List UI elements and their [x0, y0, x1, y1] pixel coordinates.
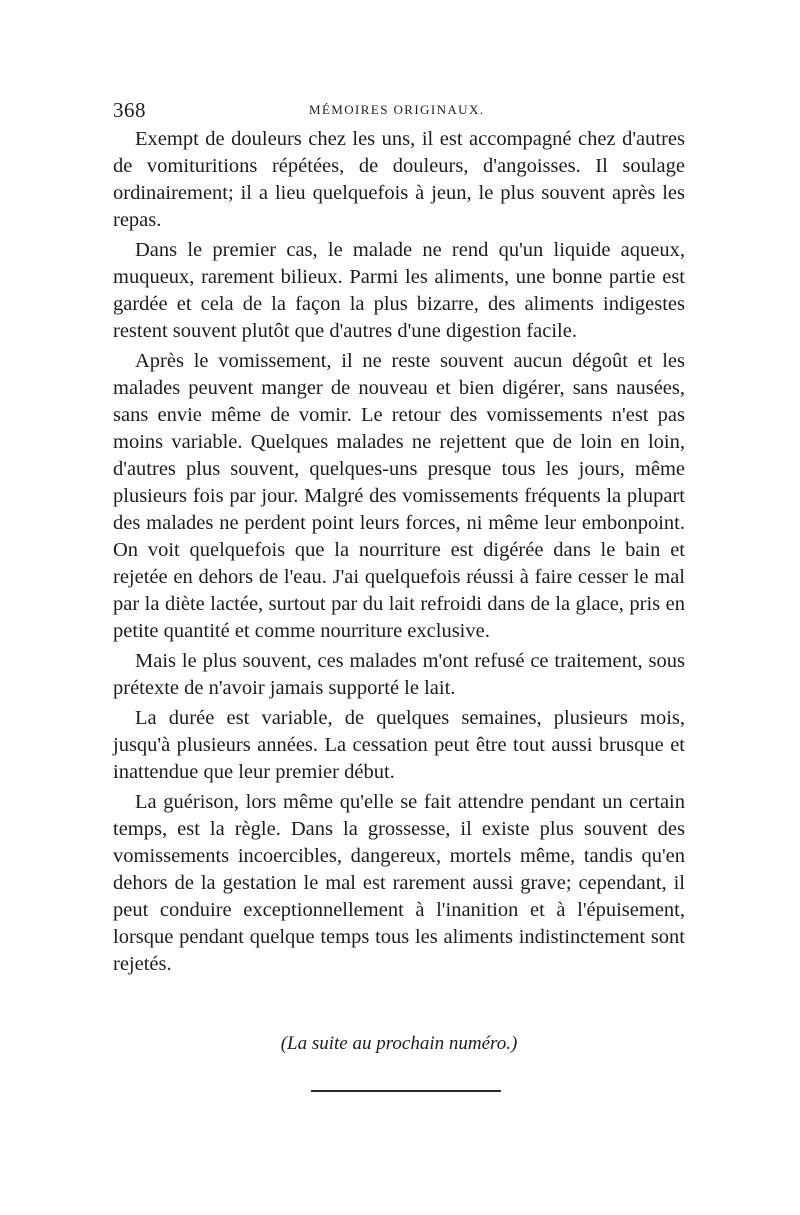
paragraph: Après le vomissement, il ne reste souvent aucun dégoût et les malades peuvent manger de nouveau et bien digérer, sans nausées, sans envie même de vomir. Le retour des vomissements n'est pas moins variable. Quelques malades ne rejettent que de loin en loin, d'autres plus souvent, quelques-uns presque tous les jours, même plusieurs fois par jour. Malgré des vomissements fréquents la plupart des malades ne perdent point leurs forces, ni même leur embonpoint. On voit quelquefois que la nourriture est digérée dans le bain et rejetée en dehors de l'eau. J'ai quelquefois réussi à faire cesser le mal par la diète lactée, surtout par du lait refroidi dans de la glace, pris en petite quantité et comme nourriture exclusive. — [113, 350, 685, 642]
paragraph: La guérison, lors même qu'elle se fait attendre pendant un certain temps, est la règle. Dans la grossesse, il existe plus souvent des vomissements incoercibles, dangereux, mortels même, tandis qu'en dehors de la gestation le mal est rarement aussi grave; cependant, il peut conduire exceptionnellement à l'inanition et à l'épuisement, lorsque pendant quelque temps tous les aliments indistinctement sont rejetés. — [113, 791, 685, 975]
page-header — [113, 98, 693, 122]
paragraph: Exempt de douleurs chez les uns, il est accompagné chez d'autres de vomituritions répétées, de douleurs, d'angoisses. Il soulage ordinairement; il a lieu quelquefois à jeun, le plus souvent après les repas. — [113, 128, 685, 231]
continuation-note: (La suite au prochain numéro.) — [280, 1033, 518, 1054]
page-number: 368 — [113, 98, 146, 122]
paragraph: Dans le premier cas, le malade ne rend qu'un liquide aqueux, muqueux, rarement bilieux. Parmi les aliments, une bonne partie est gardée et cela de la façon la plus bizarre, des aliments indigestes restent souvent plutôt que d'autres d'une digestion facile. — [113, 239, 685, 342]
body-text — [113, 126, 685, 981]
closing-rule — [311, 1090, 501, 1092]
paragraph: La durée est variable, de quelques semaines, plusieurs mois, jusqu'à plusieurs années. La cessation peut être tout aussi brusque et inattendue que leur premier début. — [113, 707, 685, 783]
running-title: MÉMOIRES ORIGINAUX. — [309, 102, 485, 117]
paragraph: Mais le plus souvent, ces malades m'ont refusé ce traitement, sous prétexte de n'avoir jamais supporté le lait. — [113, 650, 685, 699]
